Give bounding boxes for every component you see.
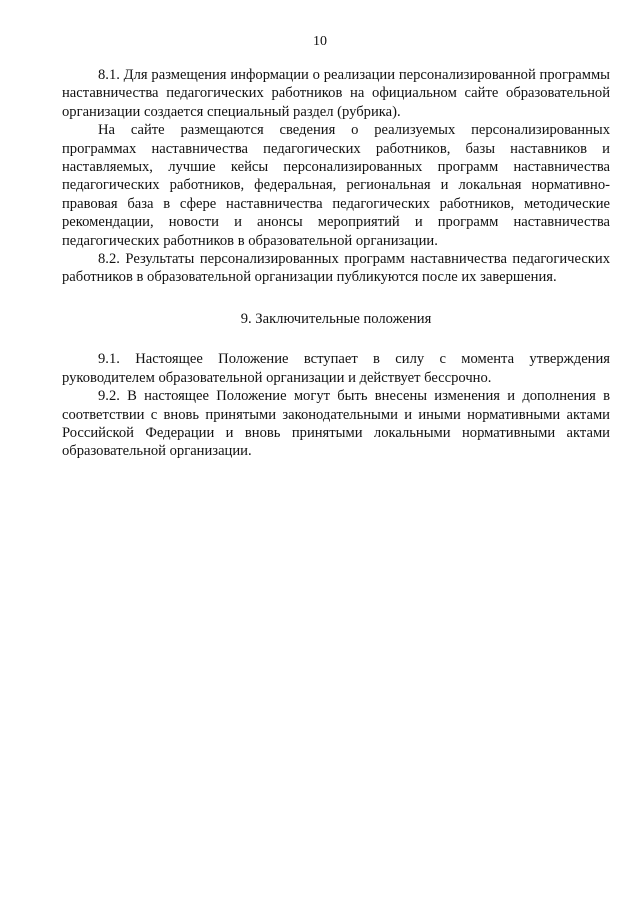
paragraph-8-2: 8.2. Результаты персонализированных программ наставничества педагогических работников в образовательной организации публикуются после их завершения. [62,251,610,286]
section-heading-final-provisions: 9. Заключительные положения [240,310,432,327]
page-number: 10 [313,34,327,49]
paragraph-9-1: 9.1. Настоящее Положение вступает в силу с момента утверждения руководителем образовательной организации и действует бессрочно. [62,351,610,386]
paragraph-9-2: 9.2. В настоящее Положение могут быть внесены изменения и дополнения в соответствии с вновь принятыми законодательными и иными нормативными актами Российской Федерации и вновь принятыми локальными нормативными актами образовательной организации. [62,388,610,460]
paragraph-8-1: 8.1. Для размещения информации о реализации персонализированной программы наставничества педагогических работников на официальном сайте образовательной организации создается специальный раздел (рубрика). [62,67,610,120]
document-body [62,66,610,461]
paragraph-8-1-site-content: На сайте размещаются сведения о реализуемых персонализированных программах наставничества педагогических работников, базы наставников и наставляемых, лучшие кейсы персонализированных программ наставничества педагогических работников, федеральная, региональная и локальная нормативно-правовая база в сфере наставничества педагогических работников, методические рекомендации, новости и анонсы мероприятий и программ наставничества педагогических работников в образовательной организации. [62,122,610,249]
